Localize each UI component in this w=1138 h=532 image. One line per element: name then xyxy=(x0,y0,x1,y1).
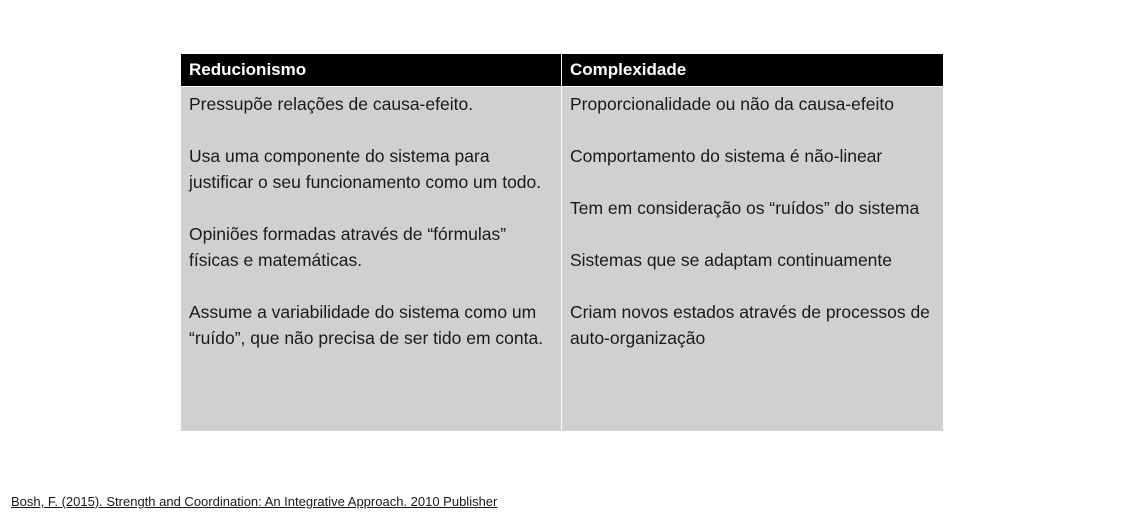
complexidade-item: Criam novos estados através de processos de auto-organização xyxy=(570,302,930,348)
complexidade-item: Sistemas que se adaptam continuamente xyxy=(570,250,892,270)
header-reducionismo: Reducionismo xyxy=(181,54,561,86)
complexidade-item: Comportamento do sistema é não-linear xyxy=(570,146,883,166)
header-complexidade: Complexidade xyxy=(562,54,943,86)
column-complexidade xyxy=(562,87,943,431)
citation-link[interactable]: Bosh, F. (2015). Strength and Coordination: An Integrative Approach. 2010 Publisher xyxy=(11,494,498,509)
reducionismo-item: Pressupõe relações de causa-efeito. xyxy=(189,94,474,114)
reducionismo-item: Opiniões formadas através de “fórmulas” físicas e matemáticas. xyxy=(189,224,507,270)
column-reducionismo xyxy=(181,87,561,431)
reducionismo-item: Usa uma componente do sistema para justificar o seu funcionamento como um todo. xyxy=(189,146,542,192)
complexidade-item: Tem em consideração os “ruídos” do sistema xyxy=(570,198,920,218)
comparison-table xyxy=(181,54,943,431)
reducionismo-item: Assume a variabilidade do sistema como um “ruído”, que não precisa de ser tido em conta. xyxy=(189,302,544,348)
complexidade-item: Proporcionalidade ou não da causa-efeito xyxy=(570,94,894,114)
